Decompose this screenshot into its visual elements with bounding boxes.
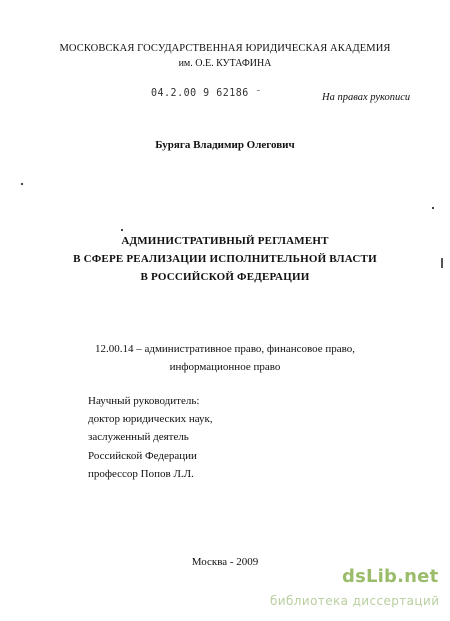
author-name: Буряга Владимир Олегович [155,139,295,151]
registration-stamp: 04.2.00 9 62186 ⁻ [151,87,262,100]
watermark-logo: dsLib.net [342,566,439,587]
supervisor-line: Российской Федерации [88,449,197,462]
specialty-line: 12.00.14 – административное право, финансовое право, [94,343,356,355]
title-line: В СФЕРЕ РЕАЛИЗАЦИИ ИСПОЛНИТЕЛЬНОЙ ВЛАСТИ [73,253,377,265]
title-line: АДМИНИСТРАТИВНЫЙ РЕГЛАМЕНТ [121,235,329,247]
watermark-caption: библиотека диссертаций [270,594,440,608]
specialty-line: информационное право [169,361,281,373]
institution-name: МОСКОВСКАЯ ГОСУДАРСТВЕННАЯ ЮРИДИЧЕСКАЯ АКАДЕМИЯ [59,43,391,54]
scan-edge-mark [441,258,443,268]
rights-notice: На правах рукописи [322,92,411,103]
city-year: Москва - 2009 [191,556,259,568]
title-line: В РОССИЙСКОЙ ФЕДЕРАЦИИ [140,271,310,283]
supervisor-line: Научный руководитель: [88,395,200,407]
supervisor-block [88,392,213,483]
scan-speck [432,207,434,209]
supervisor-line: профессор Попов Л.Л. [88,467,194,480]
institution-subtitle: им. О.Е. КУТАФИНА [178,58,272,69]
supervisor-line: заслуженный деятель [88,431,189,444]
watermark [270,566,450,621]
scan-speck [21,183,23,185]
scan-speck [121,229,123,231]
supervisor-line: доктор юридических наук, [88,413,213,426]
